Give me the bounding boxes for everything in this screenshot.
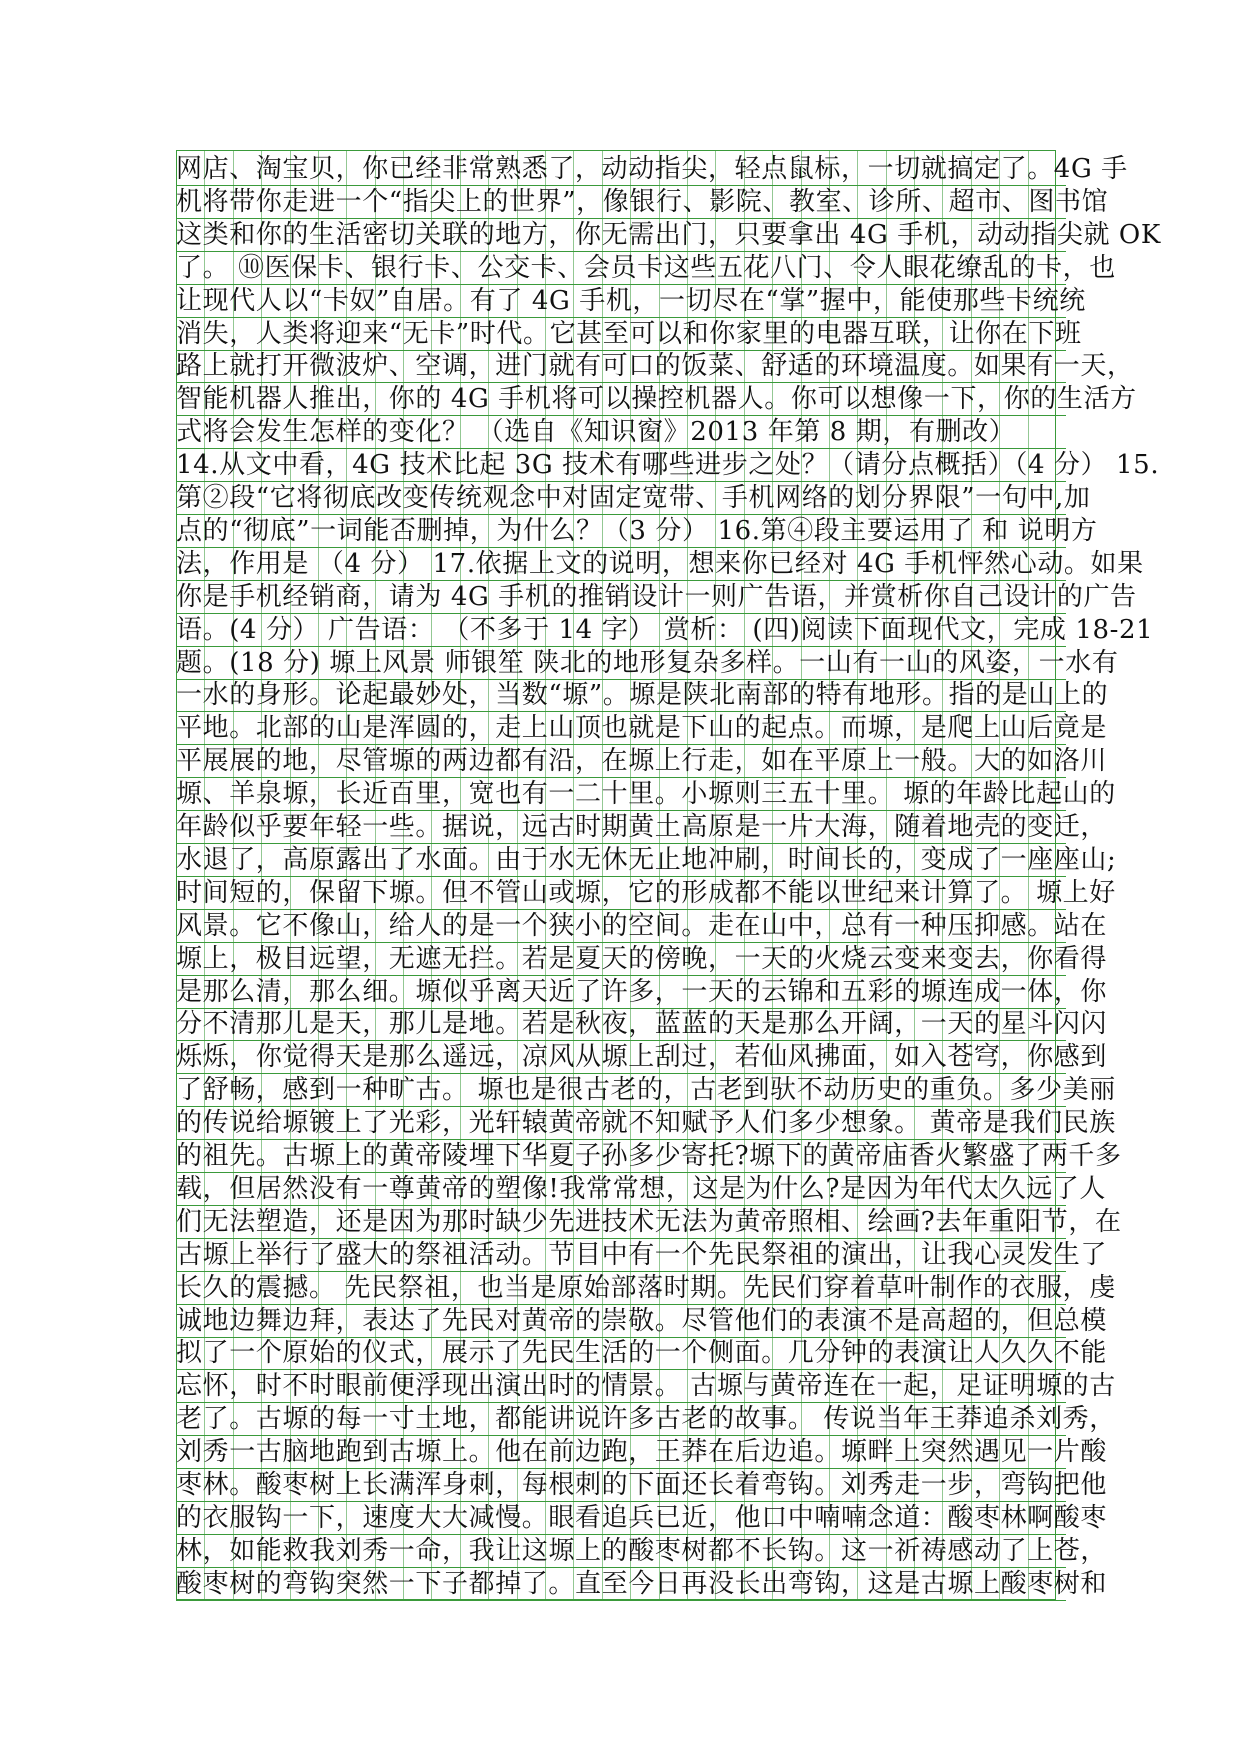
text-line: 网店、淘宝贝，你已经非常熟悉了，动动指尖，轻点鼠标，一切就搞定了。4G 手 bbox=[176, 154, 1128, 184]
text-line: 了舒畅，感到一种旷古。 塬也是很古老的，古老到驮不动历史的重负。多少美丽 bbox=[176, 1075, 1116, 1106]
text-line: 塬上，极目远望，无遮无拦。若是夏天的傍晚，一天的火烧云变来变去，你看得 bbox=[176, 943, 1108, 974]
text-line: 语。(4 分） 广告语： （不多于 14 字） 赏析： (四)阅读下面现代文，完成 18-21 bbox=[176, 614, 1154, 645]
text-line: 第②段“它将彻底改变传统观念中对固定宽带、手机网络的划分界限”一句中,加 bbox=[176, 483, 1091, 513]
text-line: 刘秀一古脑地跑到古塬上。他在前边跑，王莽在后边追。塬畔上突然遇见一片酸 bbox=[176, 1437, 1108, 1468]
text-line: 酸枣树的弯钩突然一下子都掉了。直至今日再没长出弯钩，这是古塬上酸枣树和 bbox=[176, 1568, 1108, 1599]
text-line: 机将带你走进一个“指尖上的世界”，像银行、影院、教室、诊所、超市、图书馆 bbox=[176, 186, 1109, 217]
text-line: 式将会发生怎样的变化？ （选自《知识窗》2013 年第 8 期，有删改） bbox=[176, 415, 1066, 449]
text-line: 烁烁，你觉得天是那么遥远，凉风从塬上刮过，若仙风拂面，如入苍穹，你感到 bbox=[176, 1042, 1108, 1073]
text-line: 平展展的地，尽管塬的两边都有沿，在塬上行走，如在平原上一般。大的如洛川 bbox=[176, 746, 1108, 777]
text-line: 的衣服钩一下，速度大大减慢。眼看追兵已近，他口中喃喃念道：酸枣林啊酸枣 bbox=[176, 1502, 1108, 1533]
text-line: 分不清那儿是天，那儿是地。若是秋夜，蓝蓝的天是那么开阔，一天的星斗闪闪 bbox=[176, 1009, 1108, 1040]
text-line: 法，作用是 （4 分） 17.依据上文的说明，想来你已经对 4G 手机怦然心动。如果 bbox=[176, 548, 1144, 579]
text-line: 塬、羊泉塬，长近百里，宽也有一二十里。小塬则三五十里。 塬的年龄比起山的 bbox=[176, 779, 1116, 810]
text-line: 载，但居然没有一尊黄帝的塑像!我常常想，这是为什么?是因为年代太久远了人 bbox=[176, 1173, 1106, 1204]
text-line: 是那么清，那么细。塬似乎离天近了许多，一天的云锦和五彩的塬连成一体，你 bbox=[176, 976, 1108, 1007]
text-line: 的传说给塬镀上了光彩，光轩辕黄帝就不知赋予人们多少想象。 黄帝是我们民族 bbox=[176, 1108, 1116, 1139]
text-line: 点的“彻底”一词能否删掉，为什么？（3 分） 16.第④段主要运用了 和 说明方 bbox=[176, 515, 1098, 546]
text-line: 古塬上举行了盛大的祭祖活动。节目中有一个先民祭祖的演出，让我心灵发生了 bbox=[176, 1239, 1108, 1270]
text-line: 老了。古塬的每一寸土地，都能讲说许多古老的故事。 传说当年王莽追杀刘秀， bbox=[176, 1404, 1116, 1435]
text-line: 14.从文中看，4G 技术比起 3G 技术有哪些进步之处？（请分点概括）（4 分） 15. bbox=[176, 450, 1160, 481]
text-line: 路上就打开微波炉、空调，进门就有可口的饭菜、舒适的环境温度。如果有一天， bbox=[176, 351, 1134, 382]
text-line: 风景。它不像山，给人的是一个狭小的空间。走在山中，总有一种压抑感。站在 bbox=[176, 910, 1108, 941]
text-line: 拟了一个原始的仪式，展示了先民生活的一个侧面。几分钟的表演让人久久不能 bbox=[176, 1338, 1108, 1369]
text-line: 年龄似乎要年轻一些。据说，远古时期黄土高原是一片大海，随着地壳的变迁， bbox=[176, 812, 1108, 842]
text-line: 时间短的，保留下塬。但不管山或塬，它的形成都不能以世纪来计算了。 塬上好 bbox=[176, 877, 1116, 908]
text-line: 你是手机经销商，请为 4G 手机的推销设计一则广告语，并赏析你自己设计的广告 bbox=[176, 581, 1137, 612]
text-line: 枣林。酸枣树上长满浑身刺，每根刺的下面还长着弯钩。刘秀走一步，弯钩把他 bbox=[176, 1470, 1108, 1500]
text-line: 让现代人以“卡奴”自居。有了 4G 手机，一切尽在“掌”握中，能使那些卡统统 bbox=[176, 285, 1086, 316]
text-line: 林，如能救我刘秀一命，我让这塬上的酸枣树都不长钩。这一祈祷感动了上苍， bbox=[176, 1535, 1108, 1566]
text-line: 水退了，高原露出了水面。由于水无休无止地冲刷，时间长的，变成了一座座山; bbox=[176, 844, 1117, 875]
text-line: 们无法塑造，还是因为那时缺少先进技术无法为黄帝照相、绘画?去年重阳节，在 bbox=[176, 1206, 1122, 1237]
text-line: 忘怀，时不时眼前便浮现出演出时的情景。 古塬与黄帝连在一起，足证明塬的古 bbox=[176, 1371, 1116, 1402]
text-line: 了。 ⑩医保卡、银行卡、公交卡、会员卡这些五花八门、令人眼花缭乱的卡，也 bbox=[176, 252, 1116, 283]
text-line: 消失，人类将迎来“无卡”时代。它甚至可以和你家里的电器互联，让你在下班 bbox=[176, 318, 1082, 349]
text-line: 长久的震撼。 先民祭祖，也当是原始部落时期。先民们穿着草叶制作的衣服，虔 bbox=[176, 1272, 1116, 1303]
text-line: 一水的身形。论起最妙处，当数“塬”。塬是陕北南部的特有地形。指的是山上的 bbox=[176, 680, 1109, 711]
text-line: 平地。北部的山是浑圆的，走上山顶也就是下山的起点。而塬，是爬上山后竟是 bbox=[176, 713, 1108, 744]
text-line: 的祖先。古塬上的黄帝陵埋下华夏子孙多少寄托?塬下的黄帝庙香火繁盛了两千多 bbox=[176, 1141, 1122, 1171]
text-line: 这类和你的生活密切关联的地方，你无需出门，只要拿出 4G 手机，动动指尖就 OK bbox=[176, 219, 1161, 250]
text-line: 诚地边舞边拜，表达了先民对黄帝的崇敬。尽管他们的表演不是高超的，但总模 bbox=[176, 1305, 1108, 1336]
text-line: 题。(18 分) 塬上风景 师银笙 陕北的地形复杂多样。一山有一山的风姿，一水有 bbox=[176, 647, 1119, 678]
text-line: 智能机器人推出，你的 4G 手机将可以操控机器人。你可以想像一下，你的生活方 bbox=[176, 384, 1137, 415]
